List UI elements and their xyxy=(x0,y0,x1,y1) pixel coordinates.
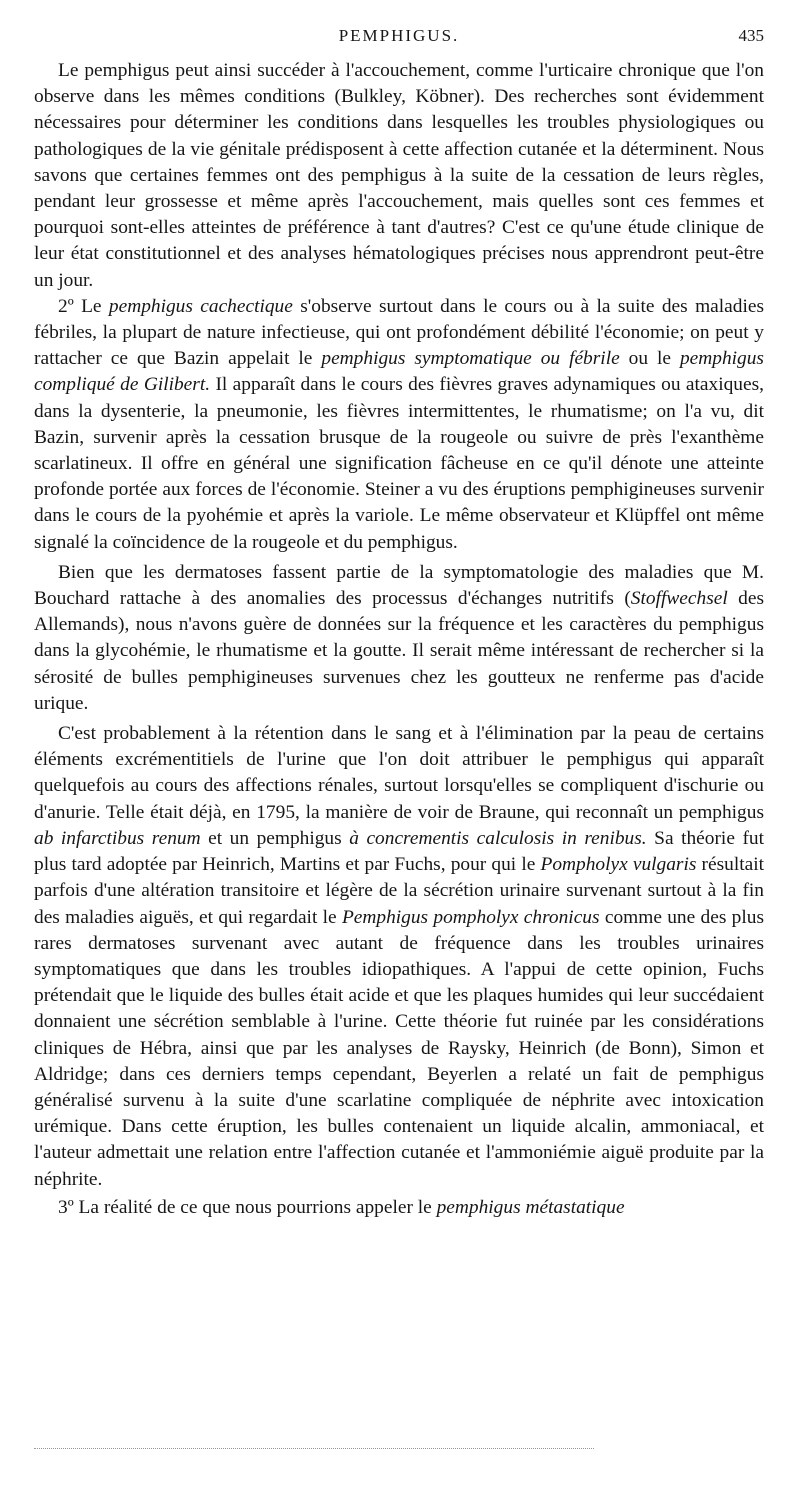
paragraph xyxy=(34,560,764,717)
italic-text-run: Pemphigus pompholyx chronicus xyxy=(341,906,600,928)
text-run: comme une des plus rares dermatoses survenant avec autant de fréquence dans les troubles urinaires symptomatiques que dans les troubles idiopathiques. A l'appui de cette opinion, Fuchs prétendait que le liquide des bulles était acide et que les plaques humides qui leur succédaient donnaient une sécrétion semblable à l'urine. Cette théorie fut ruinée par les considérations cliniques de Hébra, ainsi que par les analyses de Raysky, Heinrich (de Bonn), Simon et Aldridge; dans ces derniers temps cependant, Beyerlen a relaté un fait de pemphigus généralisé survenu à la suite d'une scarlatine compliquée de néphrite avec intoxication urémique. Dans cette éruption, les bulles contenaient un liquide alcalin, ammoniacal, et l'auteur admettait une relation entre l'affection cutanée et l'ammoniémie aiguë produite par la néphrite. xyxy=(34,906,764,1190)
text-run: résultait parfois d'une altération transitoire et légère de la sécrétion urinaire survenant surtout à la fin des maladies aiguës, et qui regardait le xyxy=(34,854,765,928)
paragraph xyxy=(34,294,764,556)
text-run: et un pemphigus xyxy=(200,827,350,849)
text-run: C'est probablement à la rétention dans le sang et à l'élimination par la peau de certains éléments excrémentitiels de l'urine que l'on doit attribuer le pemphigus qui apparaît quelquefois au cours des affections rénales, surtout lorsqu'elles se compliquent d'ischurie ou d'anurie. Telle était déjà, en 1795, la manière de voir de Braune, qui reconnaît un pemphigus xyxy=(34,723,764,823)
text-run: Le pemphigus peut ainsi succéder à l'accouchement, comme l'urticaire chronique que l'on observe dans les mêmes conditions (Bulkley, Köbner). Des recherches sont évidemment nécessaires pour déterminer les conditions dans lesquelles les troubles physiologiques ou pathologiques de la vie génitale prédisposent à cette affection cutanée et la déterminent. Nous savons que certaines femmes ont des pemphigus à la suite de la cessation de leurs règles, pendant leur grossesse et même après l'accouchement, mais quelles sont ces femmes et pourquoi sont-elles atteintes de préférence à tant d'autres? C'est ce qu'une étude clinique de leur état constitutionnel et des analyses hématologiques précises nous apprendront peut-être un jour. xyxy=(34,60,764,291)
running-head xyxy=(34,26,764,50)
paragraph xyxy=(34,1195,764,1221)
text-run: 2º Le xyxy=(58,295,109,317)
italic-text-run: pemphigus cachectique xyxy=(108,295,293,317)
italic-text-run: pemphigus symptomatique ou fébrile xyxy=(321,348,620,370)
body-text xyxy=(34,58,764,1221)
text-run: s'observe surtout dans le cours ou à la suite des maladies fébriles, la plupart de nature infectieuse, qui ont profondément débilité l'économie; on peut y rattacher ce que Bazin appelait le xyxy=(34,295,764,370)
italic-text-run: pemphigus métastatique xyxy=(436,1196,625,1218)
book-page xyxy=(34,26,764,1221)
running-title: PEMPHIGUS. xyxy=(338,26,460,45)
italic-text-run: à concrementis calculosis in renibus. xyxy=(349,827,647,849)
text-run: Bien que les dermatoses fassent partie de la symptomatologie des maladies que M. Bouchard rattache à des anomalies des processus d'échanges nutritifs ( xyxy=(34,561,764,610)
paragraph xyxy=(34,721,764,1193)
page-number: 435 xyxy=(738,26,764,45)
text-run: Sa théorie fut plus tard adoptée par Heinrich, Martins et par Fuchs, pour qui le xyxy=(34,827,765,876)
text-run: ou le xyxy=(619,348,680,370)
italic-text-run: ab infarctibus renum xyxy=(34,827,201,849)
paragraph xyxy=(34,58,764,294)
text-run: Il apparaît dans le cours des fièvres graves adynamiques ou ataxiques, dans la dysenterie, la pneumonie, les fièvres intermittentes, le rhumatisme; on l'a vu, dit Bazin, survenir après la cessation brusque de la rougeole ou suivre de près l'exanthème scarlatineux. Il offre en général une signification fâcheuse en ce qu'il dénote une atteinte profonde portée aux forces de l'économie. Steiner a vu des éruptions pemphigineuses survenir dans le cours de la pyohémie et après la variole. Le même observateur et Klüpffel ont même signalé la coïncidence de la rougeole et du pemphigus. xyxy=(34,374,764,553)
italic-text-run: Pompholyx vulgaris xyxy=(540,854,697,876)
text-run: des Allemands), nous n'avons guère de données sur la fréquence et les caractères du pemphigus dans la glycohémie, le rhumatisme et la goutte. Il serait même intéressant de rechercher si la sérosité de bulles pemphigineuses survenues chez les goutteux ne renferme pas d'acide urique. xyxy=(34,588,764,714)
italic-text-run: pemphigus compliqué de Gilibert. xyxy=(34,348,764,396)
footer-dotted-rule xyxy=(34,1448,594,1449)
italic-text-run: Stoffwechsel xyxy=(630,588,728,610)
text-run: 3º La réalité de ce que nous pourrions appeler le xyxy=(58,1196,437,1218)
